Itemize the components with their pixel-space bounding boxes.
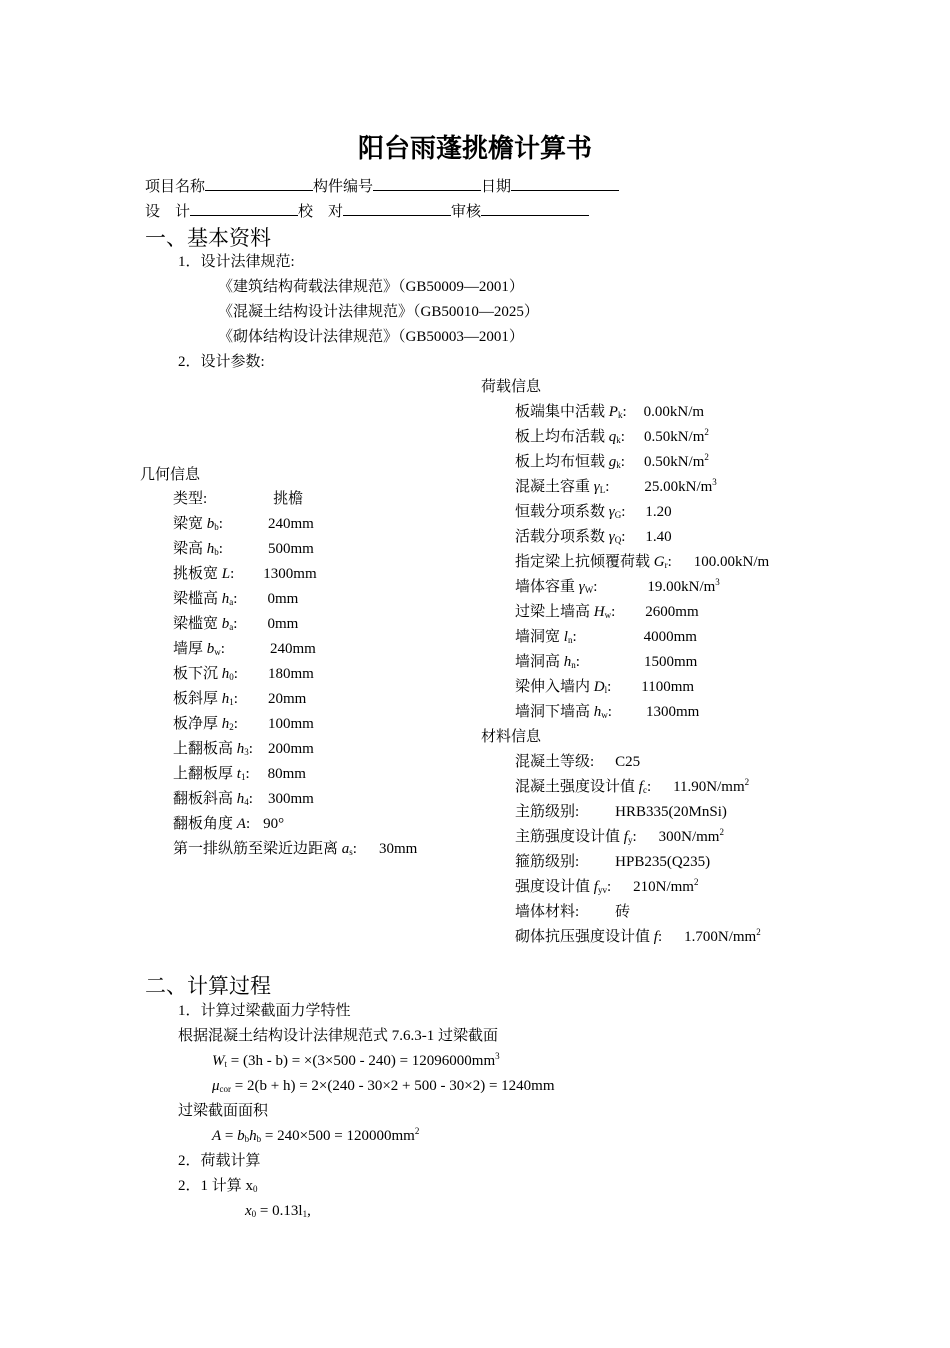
geometry-label: 板净厚 — [173, 716, 219, 732]
geometry-symbol: h — [218, 691, 230, 707]
geometry-symbol: a — [338, 841, 350, 857]
load-row: 恒载分项系数 $\gamma_G$: 1.20 — [515, 504, 672, 520]
load-symbol-sub: k — [617, 410, 623, 420]
geometry-symbol: b — [203, 516, 215, 532]
load-value: 0.50kN/m — [643, 429, 705, 445]
load-symbol-sub: l — [604, 685, 608, 695]
component-no-label: 构件编号 — [313, 179, 374, 195]
material-row — [515, 802, 727, 822]
material-label: 混凝土等级: — [515, 754, 595, 770]
geometry-row: 上翻板厚 $t_1$: 80mm — [173, 766, 306, 782]
load-symbol-sub: Q — [614, 535, 622, 545]
material-value: 1.700N/mm — [684, 929, 757, 945]
geometry-symbol-sub: b — [214, 547, 219, 557]
load-heading: 荷载信息 — [481, 379, 542, 395]
material-row: 砌体抗压强度设计值 f: $1.700N/mm^2$ — [515, 927, 761, 945]
code-2: 《混凝土结构设计法律规范》（GB50010—2025） — [218, 304, 539, 320]
load-value: 100.00kN/m — [693, 554, 770, 570]
load-value-sup: 2 — [704, 452, 709, 462]
material-symbol: f — [620, 829, 628, 845]
load-symbol: h — [590, 704, 602, 720]
geometry-value: 500mm — [267, 541, 314, 557]
load-row: 板上均布恒载 $g_k$: $0.50kN/m^2$ — [515, 452, 709, 470]
load-symbol: H — [590, 604, 605, 620]
load-row: 墙体容重 $\gamma_W$: $19.00kN/m^3$ — [515, 577, 720, 595]
load-symbol: l — [560, 629, 568, 645]
geometry-value: 0mm — [267, 591, 299, 607]
geometry-label: 板斜厚 — [173, 691, 219, 707]
geometry-label: 翻板斜高 — [173, 791, 234, 807]
material-heading: 材料信息 — [481, 729, 542, 745]
geometry-symbol-sub: s — [349, 847, 353, 857]
geometry-symbol-sub: b — [214, 522, 219, 532]
header-line-1 — [145, 177, 619, 197]
item21-text: 2．1 计算 x — [178, 1178, 254, 1194]
geometry-symbol: b — [218, 616, 230, 632]
material-value: 210N/mm — [633, 879, 694, 895]
load-label: 板上均布恒载 — [515, 454, 606, 470]
material-row — [515, 902, 630, 922]
load-value-sup: 2 — [704, 427, 709, 437]
geometry-symbol: L — [218, 566, 231, 582]
geometry-row: 梁宽 $b_b$: 240mm — [173, 516, 314, 532]
geometry-symbol-sub: 1 — [240, 772, 246, 782]
review-field[interactable] — [481, 202, 589, 216]
geometry-label: 梁槛高 — [173, 591, 219, 607]
section1-item2: 2．设计参数: — [178, 354, 265, 370]
geometry-label: 类型: — [173, 491, 208, 507]
section2-item1: 1．计算过梁截面力学特性 — [178, 1003, 351, 1019]
load-symbol-sub: k — [616, 435, 621, 445]
geometry-symbol: A — [233, 816, 246, 832]
geometry-value: 80mm — [267, 766, 306, 782]
material-label: 墙体材料: — [515, 904, 580, 920]
material-label: 主筋强度设计值 — [515, 829, 621, 845]
geometry-row: 板净厚 $h_2$: 100mm — [173, 716, 314, 732]
load-symbol-sub: G — [614, 510, 622, 520]
geometry-symbol-sub: a — [229, 622, 234, 632]
geometry-symbol-sub: 4 — [244, 797, 249, 807]
section2-heading: 二、计算过程 — [145, 974, 271, 998]
load-row: 指定梁上抗倾覆荷载 $G_r$: 100.00kN/m — [515, 554, 770, 570]
material-row: 强度设计值 $f_{yv}$: $210N/mm^2$ — [515, 877, 699, 895]
material-value: 300N/mm — [658, 829, 720, 845]
load-symbol: g — [605, 454, 617, 470]
geometry-label: 墙厚 — [173, 641, 204, 657]
header-line-2 — [145, 202, 589, 222]
area-label: 过梁截面面积 — [178, 1103, 269, 1119]
geometry-value: 1300mm — [263, 566, 317, 582]
material-symbol-sub: y — [627, 835, 633, 845]
section1-heading: 一、基本资料 — [145, 226, 271, 250]
date-field[interactable] — [511, 177, 619, 191]
load-value: 2600mm — [645, 604, 699, 620]
load-symbol-sub: r — [664, 560, 668, 570]
load-row: 活载分项系数 $\gamma_Q$: 1.40 — [515, 529, 672, 545]
geometry-value: 90° — [263, 816, 285, 832]
load-value: 1300mm — [645, 704, 700, 720]
geometry-row: 板下沉 $h_0$: 180mm — [173, 666, 314, 682]
geometry-row: 翻板斜高 $h_4$: 300mm — [173, 791, 314, 807]
load-symbol: P — [605, 404, 618, 420]
load-symbol: γ — [605, 504, 615, 520]
material-label: 主筋级别: — [515, 804, 580, 820]
load-value-sup: 3 — [715, 577, 720, 587]
geometry-symbol-sub: a — [229, 597, 234, 607]
material-value: C25 — [615, 754, 641, 770]
material-symbol: f — [590, 879, 598, 895]
geometry-label: 梁槛宽 — [173, 616, 219, 632]
review-label: 审核 — [451, 204, 482, 220]
geometry-value: 300mm — [267, 791, 314, 807]
check-field[interactable] — [343, 202, 451, 216]
geometry-heading: 几何信息 — [140, 467, 201, 483]
load-symbol: h — [560, 654, 572, 670]
load-label: 恒载分项系数 — [515, 504, 606, 520]
load-value: 1100mm — [641, 679, 695, 695]
geometry-row: 梁槛宽 $b_a$: 0mm — [173, 616, 299, 632]
material-label: 强度设计值 — [515, 879, 591, 895]
design-field[interactable] — [190, 202, 298, 216]
load-value: 0.50kN/m — [643, 454, 705, 470]
material-value: 砖 — [615, 904, 631, 920]
project-name-label: 项目名称 — [145, 179, 206, 195]
load-value: 0.00kN/m — [643, 404, 705, 420]
load-label: 板端集中活载 — [515, 404, 606, 420]
formula-ucor-text: = 2(b + h) = 2×(240 - 30×2 + 500 - 30×2) = 1240mm — [234, 1078, 555, 1094]
load-value: 19.00kN/m — [647, 579, 716, 595]
geometry-symbol: h — [218, 591, 230, 607]
load-label: 混凝土容重 — [515, 479, 591, 495]
material-value: HPB235(Q235) — [615, 854, 711, 870]
material-symbol-sub: yv — [597, 885, 607, 895]
load-label: 墙洞高 — [515, 654, 561, 670]
load-value: 1.20 — [645, 504, 672, 520]
load-label: 指定梁上抗倾覆荷载 — [515, 554, 651, 570]
formula-wt-text: = (3h - b) = ×(3×500 - 240) = 12096000mm — [230, 1053, 496, 1069]
geometry-label: 挑板宽 — [173, 566, 219, 582]
geometry-symbol-sub: 2 — [229, 722, 234, 732]
project-name-field[interactable] — [205, 177, 313, 191]
geometry-value: 30mm — [378, 841, 418, 857]
component-no-field[interactable] — [373, 177, 481, 191]
check-label: 校 对 — [298, 204, 344, 220]
geometry-value: 240mm — [267, 516, 314, 532]
load-symbol: γ — [590, 479, 600, 495]
load-row: 混凝土容重 $\gamma_L$: $25.00kN/m^3$ — [515, 477, 717, 495]
geometry-symbol-sub: 1 — [229, 697, 234, 707]
geometry-symbol-sub: 0 — [229, 672, 234, 682]
load-row: 板上均布活载 $q_k$: $0.50kN/m^2$ — [515, 427, 709, 445]
geometry-symbol: h — [218, 666, 230, 682]
material-value-sup: 2 — [756, 927, 761, 937]
section1-item1: 1．设计法律规范: — [178, 254, 295, 270]
geometry-row: 梁槛高 $h_a$: 0mm — [173, 591, 299, 607]
load-symbol-sub: n — [567, 635, 573, 645]
section2-item21: 2．1 计算 $x_0$ — [178, 1178, 258, 1194]
geometry-symbol: h — [233, 791, 245, 807]
geometry-symbol: h — [233, 741, 245, 757]
material-value-sup: 2 — [719, 827, 724, 837]
load-symbol: q — [605, 429, 617, 445]
geometry-label: 梁宽 — [173, 516, 204, 532]
geometry-value: 180mm — [267, 666, 314, 682]
material-symbol: f — [635, 779, 643, 795]
geometry-symbol: t — [233, 766, 241, 782]
geometry-row: 板斜厚 $h_1$: 20mm — [173, 691, 307, 707]
material-value: HRB335(20MnSi) — [615, 804, 727, 820]
geometry-label: 板下沉 — [173, 666, 219, 682]
load-row: 墙洞宽 $l_n$: 4000mm — [515, 629, 697, 645]
code-3: 《砌体结构设计法律规范》（GB50003—2001） — [218, 329, 524, 345]
geometry-value: 240mm — [269, 641, 316, 657]
material-row: 主筋强度设计值 $f_y$: $300N/mm^2$ — [515, 827, 724, 845]
load-value: 25.00kN/m — [644, 479, 713, 495]
load-row: 梁伸入墙内 $D_l$: 1100mm — [515, 679, 695, 695]
material-row: 混凝土强度设计值 $f_c$: $11.90N/mm^2$ — [515, 777, 750, 795]
formula-x0: $x_0 = 0.13l_1$, — [245, 1203, 311, 1219]
load-symbol: D — [590, 679, 605, 695]
load-symbol-sub: L — [599, 485, 606, 495]
load-label: 梁伸入墙内 — [515, 679, 591, 695]
geometry-value: 200mm — [267, 741, 314, 757]
material-value-sup: 2 — [693, 877, 699, 887]
section2-item2: 2．荷载计算 — [178, 1153, 261, 1169]
material-row — [515, 852, 710, 872]
geometry-row: 梁高 $h_b$: 500mm — [173, 541, 314, 557]
geometry-row: 挑板宽 L: 1300mm — [173, 566, 317, 582]
geometry-row: 第一排纵筋至梁近边距离 $a_s$: 30mm — [173, 841, 418, 857]
load-symbol: γ — [605, 529, 615, 545]
load-symbol-sub: n — [571, 660, 576, 670]
load-value: 4000mm — [643, 629, 697, 645]
load-value: 1500mm — [643, 654, 698, 670]
material-label: 箍筋级别: — [515, 854, 580, 870]
load-symbol-sub: W — [584, 585, 594, 595]
geometry-row: 墙厚 $b_w$: 240mm — [173, 641, 316, 657]
load-symbol-sub: k — [616, 460, 621, 470]
load-label: 墙体容重 — [515, 579, 576, 595]
load-label: 墙洞下墙高 — [515, 704, 591, 720]
geometry-label: 梁高 — [173, 541, 204, 557]
load-label: 活载分项系数 — [515, 529, 606, 545]
page-title: 阳台雨蓬挑檐计算书 — [357, 134, 592, 164]
load-row: 墙洞下墙高 $h_w$: 1300mm — [515, 704, 700, 720]
formula-wt: $W_t = (3h - b) = \times(3\times 500 - 240) = 12096000mm^3$ — [212, 1051, 500, 1069]
geometry-row: 翻板角度 A: 90° — [173, 816, 285, 832]
geometry-label: 上翻板高 — [173, 741, 234, 757]
geometry-symbol: h — [218, 716, 230, 732]
formula-ucor: $\mu_{cor} = 2(b + h) = 2\times(240 - 30\times 2 + 500 - 30\times 2) = 1240mm$ — [212, 1078, 555, 1094]
geometry-symbol-sub: w — [214, 647, 221, 657]
geometry-label: 上翻板厚 — [173, 766, 234, 782]
material-symbol: f — [650, 929, 658, 945]
geometry-symbol-sub: 3 — [244, 747, 249, 757]
material-symbol-sub: c — [642, 785, 647, 795]
date-label: 日期 — [481, 179, 512, 195]
load-symbol-sub: w — [604, 610, 612, 620]
geometry-symbol: h — [203, 541, 215, 557]
geometry-value: 挑檐 — [273, 491, 304, 507]
formula-area-text: = 240×500 = 120000mm — [264, 1128, 415, 1144]
load-label: 过梁上墙高 — [515, 604, 591, 620]
load-value-sup: 3 — [712, 477, 717, 487]
load-label: 墙洞宽 — [515, 629, 561, 645]
material-label: 砌体抗压强度设计值 — [515, 929, 651, 945]
load-row: 墙洞高 $h_n$: 1500mm — [515, 654, 698, 670]
geometry-symbol: b — [203, 641, 215, 657]
load-symbol: G — [650, 554, 665, 570]
load-value: 1.40 — [645, 529, 672, 545]
geometry-row — [173, 489, 303, 509]
load-symbol: γ — [575, 579, 585, 595]
material-row — [515, 752, 640, 772]
load-symbol-sub: w — [601, 710, 608, 720]
material-label: 混凝土强度设计值 — [515, 779, 636, 795]
material-value-sup: 2 — [744, 777, 750, 787]
geometry-label: 翻板角度 — [173, 816, 234, 832]
load-row: 板端集中活载 $P_k$: 0.00kN/m — [515, 404, 705, 420]
geometry-row: 上翻板高 $h_3$: 200mm — [173, 741, 314, 757]
formula-x0-text: = 0.13l — [259, 1203, 303, 1219]
geometry-value: 100mm — [267, 716, 314, 732]
geometry-value: 0mm — [267, 616, 299, 632]
formula-area: $A = b_bh_b = 240\times 500 = 120000mm^2$ — [212, 1126, 420, 1144]
load-label: 板上均布活载 — [515, 429, 606, 445]
section2-basis: 根据混凝土结构设计法律规范式 7.6.3-1 过梁截面 — [178, 1028, 498, 1044]
geometry-label: 第一排纵筋至梁近边距离 — [173, 841, 339, 857]
material-value: 11.90N/mm — [673, 779, 745, 795]
load-row: 过梁上墙高 $H_w$: 2600mm — [515, 604, 699, 620]
code-1: 《建筑结构荷载法律规范》（GB50009—2001） — [218, 279, 524, 295]
design-label: 设 计 — [145, 204, 191, 220]
geometry-value: 20mm — [267, 691, 307, 707]
